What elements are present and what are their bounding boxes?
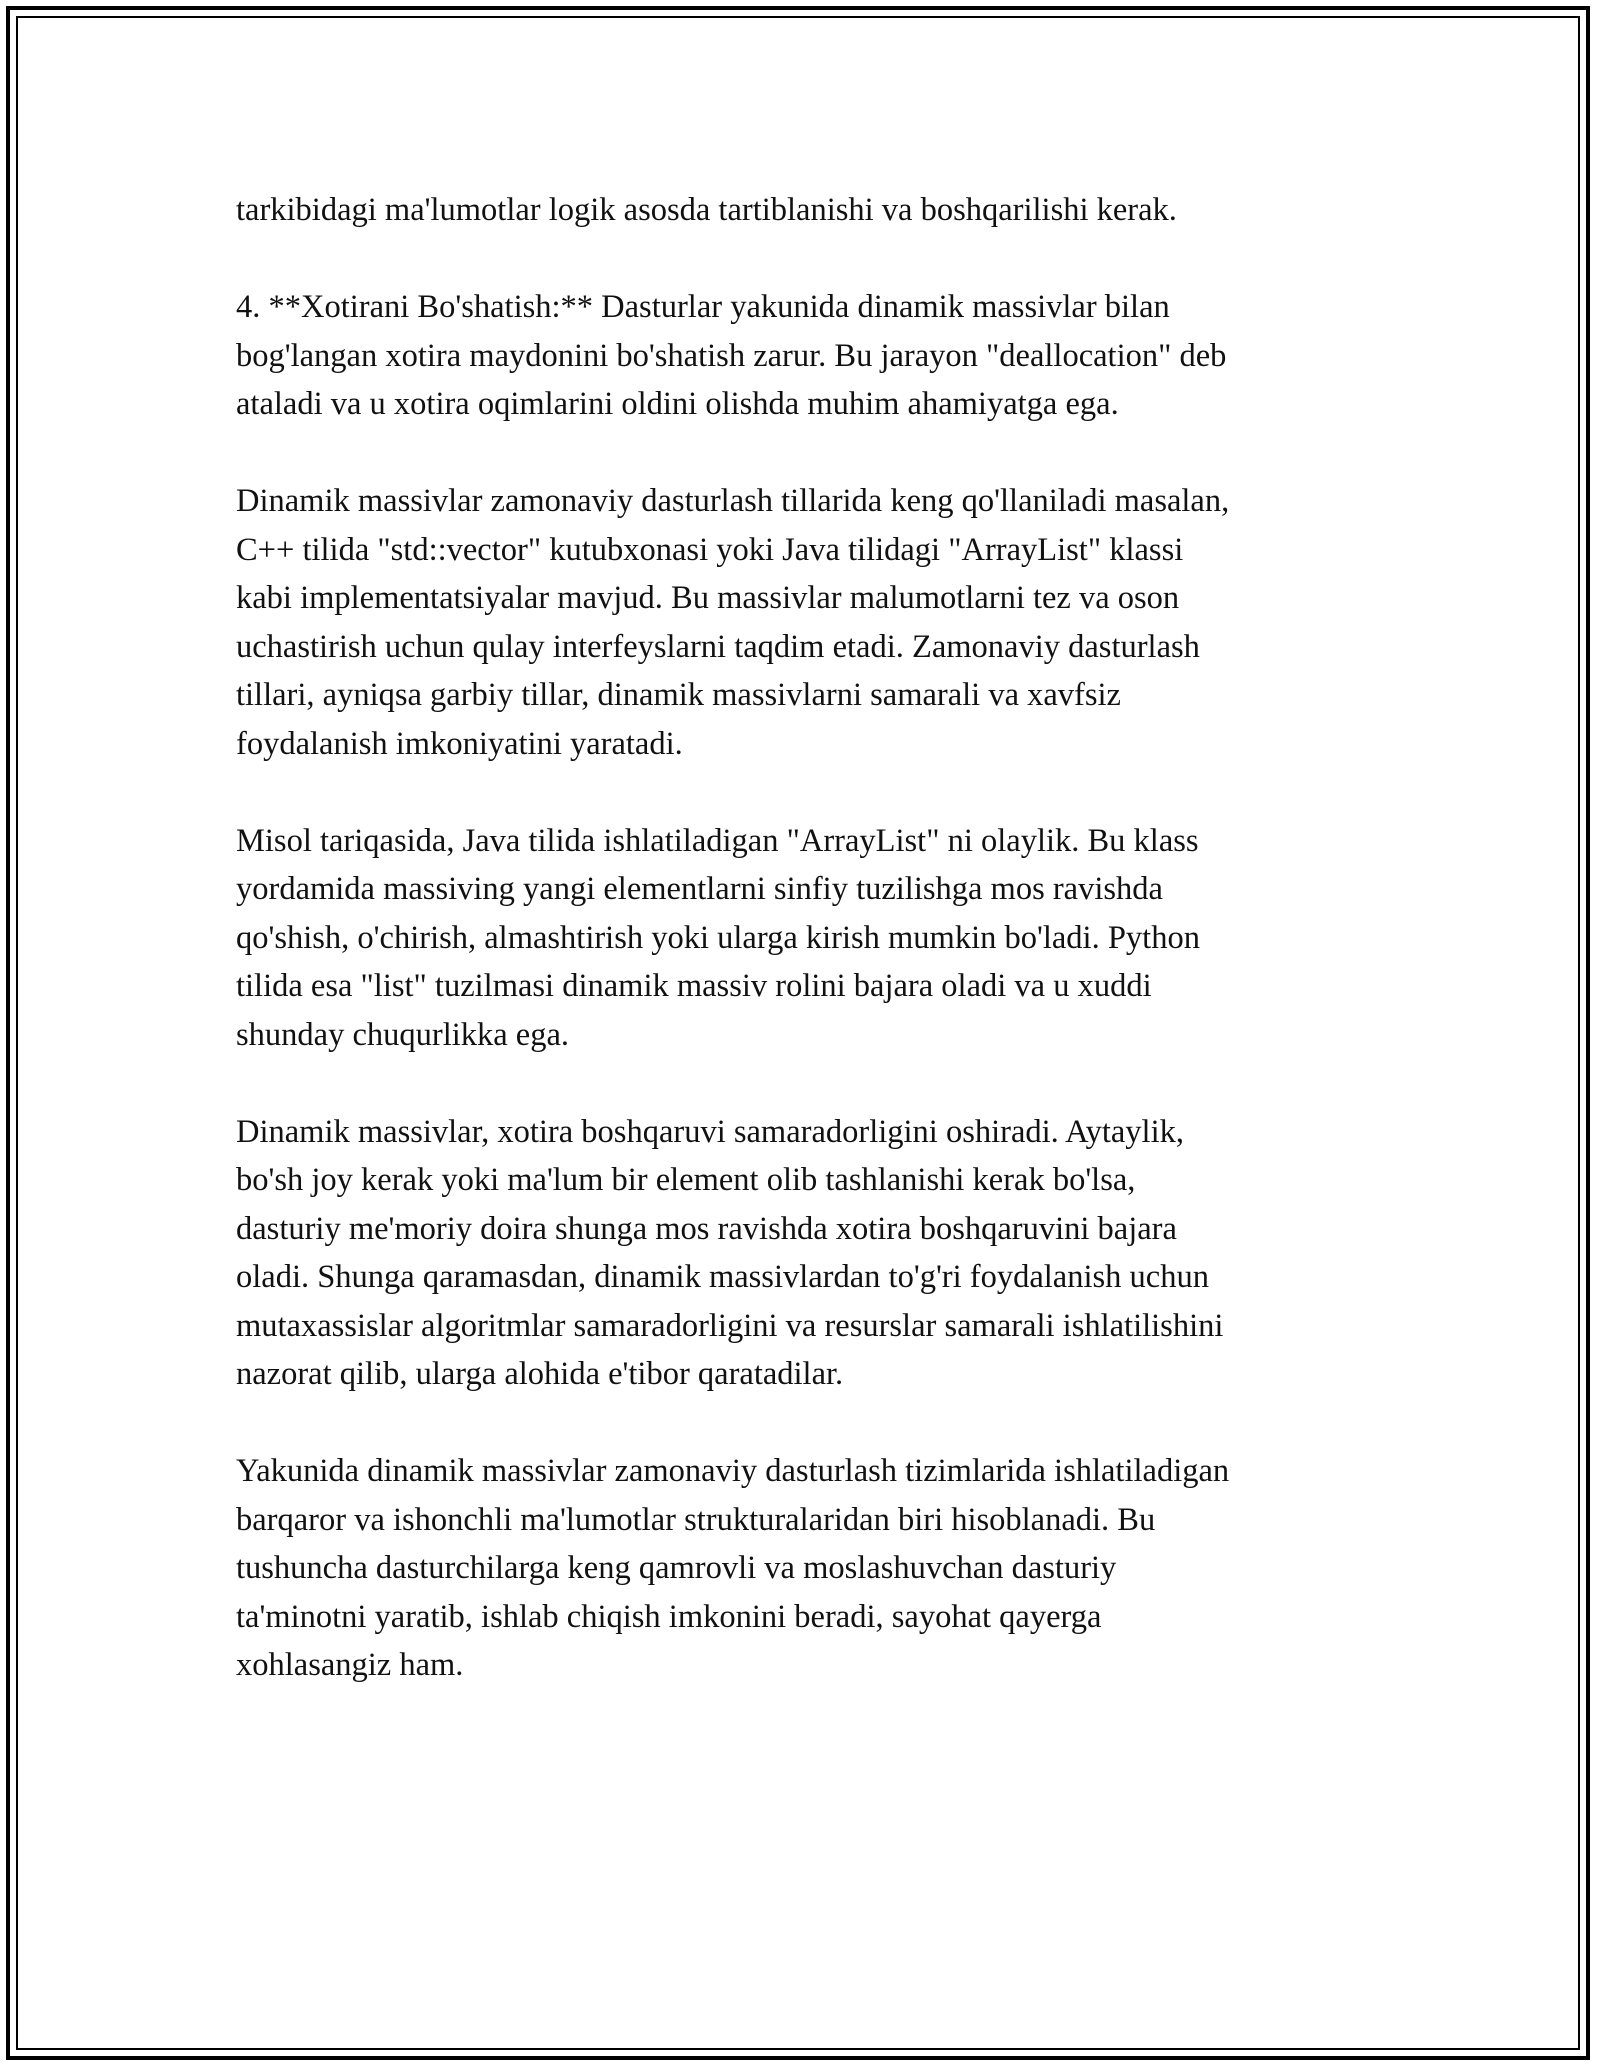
paragraph [236,1447,1386,1690]
text-line: qo'shish, o'chirish, almashtirish yoki ularga kirish mumkin bo'ladi. Python [236,919,1200,956]
text-line: kabi implementatsiyalar mavjud. Bu massivlar malumotlarni tez va oson [236,580,1180,616]
text-line: Misol tariqasida, Java tilida ishlatiladigan "ArrayList" ni olaylik. Bu klass [236,822,1199,859]
text-line: mutaxassislar algoritmlar samaradorligini va resurslar samarali ishlatilishini [236,1307,1224,1344]
text-line: uchastirish uchun qulay interfeyslarni taqdim etadi. Zamonaviy dasturlash [236,628,1200,665]
text-line: xohlasangiz ham. [236,1647,464,1683]
text-line: Dinamik massivlar, xotira boshqaruvi samaradorligini oshiradi. Aytaylik, [236,1113,1184,1150]
text-line: foydalanish imkoniyatini yaratadi. [236,725,683,762]
text-line: tillari, ayniqsa garbiy tillar, dinamik massivlarni samarali va xavfsiz [236,677,1121,713]
paragraph [236,817,1386,1060]
text-line: ta'minotni yaratib, ishlab chiqish imkonini beradi, sayohat qayerga [236,1598,1102,1635]
text-line: yordamida massiving yangi elementlarni sinfiy tuzilishga mos ravishda [236,871,1163,907]
text-line: 4. **Xotirani Bo'shatish:** Dasturlar yakunida dinamik massivlar bilan [236,289,1170,325]
text-line: tarkibidagi ma'lumotlar logik asosda tartiblanishi va boshqarilishi kerak. [236,192,1177,228]
text-line: bo'sh joy kerak yoki ma'lum bir element olib tashlanishi kerak bo'lsa, [236,1162,1136,1198]
text-line: bog'langan xotira maydonini bo'shatish zarur. Bu jarayon "deallocation" deb [236,337,1227,374]
document-body [236,186,1386,1738]
text-line: barqaror va ishonchli ma'lumotlar strukturalaridan biri hisoblanadi. Bu [236,1501,1156,1538]
paragraph [236,1108,1386,1399]
text-line: nazorat qilib, ularga alohida e'tibor qaratadilar. [236,1356,844,1392]
text-line: ataladi va u xotira oqimlarini oldini olishda muhim ahamiyatga ega. [236,386,1119,422]
text-line: oladi. Shunga qaramasdan, dinamik massivlardan to'g'ri foydalanish uchun [236,1259,1209,1295]
text-line: dasturiy me'moriy doira shunga mos ravishda xotira boshqaruvini bajara [236,1210,1177,1247]
text-line: C++ tilida "std::vector" kutubxonasi yoki Java tilidagi "ArrayList" klassi [236,531,1184,568]
paragraph [236,477,1386,768]
text-line: Yakunida dinamik massivlar zamonaviy dasturlash tizimlarida ishlatiladigan [236,1453,1230,1489]
paragraph [236,186,1386,235]
text-line: tilida esa "list" tuzilmasi dinamik massiv rolini bajara oladi va u xuddi [236,968,1152,1004]
text-line: tushuncha dasturchilarga keng qamrovli va moslashuvchan dasturiy [236,1550,1117,1586]
text-line: shunday chuqurlikka ega. [236,1016,570,1053]
text-line: Dinamik massivlar zamonaviy dasturlash tillarida keng qo'llaniladi masalan, [236,483,1230,519]
paragraph [236,283,1386,429]
